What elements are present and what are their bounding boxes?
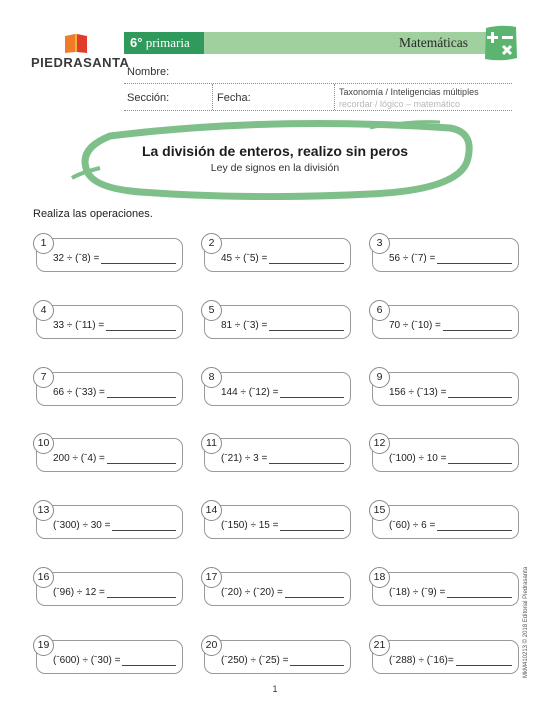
exercise-expression: (ˉ288) ÷ (ˉ16)= <box>389 655 454 666</box>
exercise-number: 6 <box>369 300 390 321</box>
exercise-expression: 156 ÷ (ˉ13) = <box>389 387 447 398</box>
exercise-expression: 32 ÷ (ˉ8) = <box>53 253 100 264</box>
exercise-number: 12 <box>369 433 390 454</box>
grade-number: 6° <box>130 35 143 50</box>
taxonomy-values: recordar / lógico – matemático <box>339 99 461 109</box>
exercise-expression: 200 ÷ (ˉ4) = <box>53 453 105 464</box>
answer-line[interactable] <box>106 330 176 331</box>
answer-line[interactable] <box>448 397 512 398</box>
exercise-number: 13 <box>33 500 54 521</box>
grade-badge <box>124 32 204 54</box>
answer-line[interactable] <box>107 397 176 398</box>
exercise-expression: (ˉ150) ÷ 15 = <box>221 520 279 531</box>
brand-name: PIEDRASANTA <box>31 55 130 70</box>
exercise-expression: (ˉ18) ÷ (ˉ9) = <box>389 587 446 598</box>
answer-line[interactable] <box>269 330 344 331</box>
exercise-number: 4 <box>33 300 54 321</box>
exercise-expression: 45 ÷ (ˉ5) = <box>221 253 268 264</box>
answer-line[interactable] <box>107 463 176 464</box>
answer-line[interactable] <box>122 665 176 666</box>
exercise-expression: (ˉ600) ÷ (ˉ30) = <box>53 655 121 666</box>
answer-line[interactable] <box>443 330 512 331</box>
exercise-expression: (ˉ250) ÷ (ˉ25) = <box>221 655 289 666</box>
page-subtitle: Ley de signos en la división <box>210 162 340 174</box>
section-label: Sección: <box>127 92 170 104</box>
taxonomy-label: Taxonomía / Inteligencias múltiples <box>339 87 479 97</box>
answer-line[interactable] <box>290 665 344 666</box>
exercise-expression: 144 ÷ (ˉ12) = <box>221 387 279 398</box>
exercise-expression: 81 ÷ (ˉ3) = <box>221 320 268 331</box>
brand-logo-icon <box>63 32 89 54</box>
subject-bar <box>204 32 486 54</box>
exercise-number: 7 <box>33 367 54 388</box>
exercise-number: 2 <box>201 233 222 254</box>
exercise-number: 1 <box>33 233 54 254</box>
exercise-number: 18 <box>369 567 390 588</box>
answer-line[interactable] <box>280 397 344 398</box>
exercise-expression: 33 ÷ (ˉ11) = <box>53 320 105 331</box>
exercise-number: 20 <box>201 635 222 656</box>
title-brush-banner <box>70 118 480 200</box>
exercise-number: 15 <box>369 500 390 521</box>
divider <box>212 84 213 110</box>
exercise-expression: (ˉ100) ÷ 10 = <box>389 453 447 464</box>
exercise-number: 14 <box>201 500 222 521</box>
exercise-number: 10 <box>33 433 54 454</box>
exercise-number: 8 <box>201 367 222 388</box>
answer-line[interactable] <box>437 530 512 531</box>
exercise-number: 5 <box>201 300 222 321</box>
exercise-number: 3 <box>369 233 390 254</box>
answer-line[interactable] <box>447 597 512 598</box>
exercise-expression: (ˉ60) ÷ 6 = <box>389 520 436 531</box>
instruction-text: Realiza las operaciones. <box>33 208 153 220</box>
exercise-expression: (ˉ300) ÷ 30 = <box>53 520 111 531</box>
answer-line[interactable] <box>285 597 344 598</box>
page-number: 1 <box>272 684 278 694</box>
answer-line[interactable] <box>456 665 512 666</box>
exercise-number: 11 <box>201 433 222 454</box>
answer-line[interactable] <box>437 263 512 264</box>
answer-line[interactable] <box>107 597 176 598</box>
section-date-field[interactable] <box>124 110 512 111</box>
grade-level: primaria <box>145 35 190 50</box>
copyright-note: MkM410213 © 2018 Editorial Piedrasanta <box>523 566 529 678</box>
name-label: Nombre: <box>127 66 170 78</box>
exercise-number: 19 <box>33 635 54 656</box>
answer-line[interactable] <box>280 530 344 531</box>
subject-title: Matemáticas <box>399 35 468 50</box>
exercise-expression: (ˉ96) ÷ 12 = <box>53 587 105 598</box>
exercise-expression: 70 ÷ (ˉ10) = <box>389 320 441 331</box>
divider <box>334 84 335 110</box>
answer-line[interactable] <box>448 463 512 464</box>
name-field[interactable] <box>124 83 512 84</box>
exercise-expression: 66 ÷ (ˉ33) = <box>53 387 105 398</box>
answer-line[interactable] <box>101 263 176 264</box>
exercise-expression: (ˉ21) ÷ 3 = <box>221 453 268 464</box>
exercise-number: 17 <box>201 567 222 588</box>
exercise-expression: (ˉ20) ÷ (ˉ20) = <box>221 587 283 598</box>
exercise-expression: 56 ÷ (ˉ7) = <box>389 253 436 264</box>
answer-line[interactable] <box>269 263 344 264</box>
page-title: La división de enteros, realizo sin peros <box>141 143 409 159</box>
exercise-number: 21 <box>369 635 390 656</box>
exercise-number: 9 <box>369 367 390 388</box>
date-label: Fecha: <box>217 92 251 104</box>
answer-line[interactable] <box>269 463 344 464</box>
answer-line[interactable] <box>112 530 176 531</box>
exercise-number: 16 <box>33 567 54 588</box>
math-operations-icon <box>483 24 519 62</box>
